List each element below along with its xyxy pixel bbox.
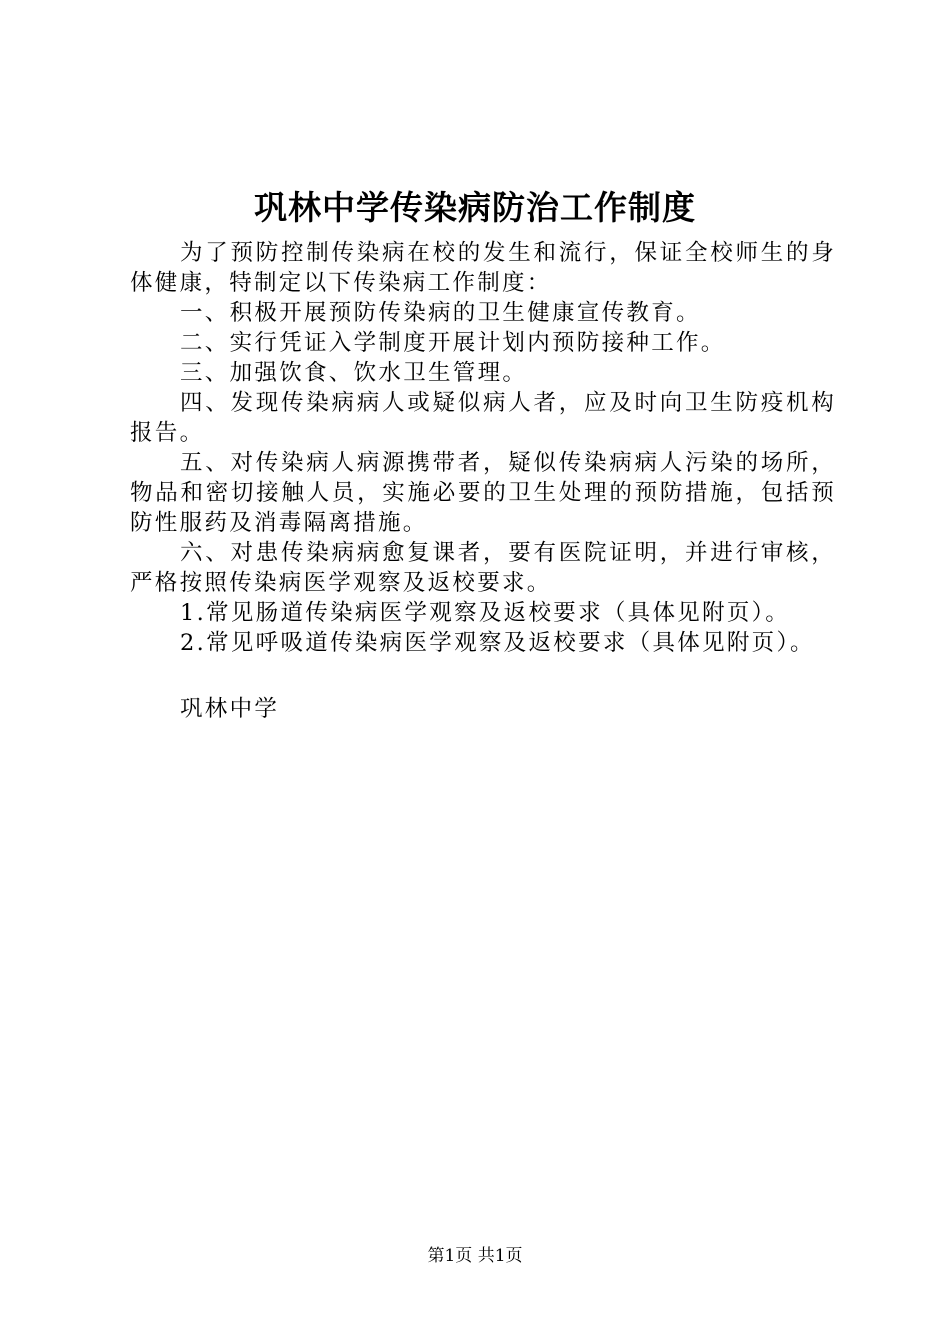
paragraph-item-4: 四、发现传染病病人或疑似病人者，应及时向卫生防疫机构报告。 bbox=[130, 390, 836, 446]
signature: 巩林中学 bbox=[180, 696, 280, 722]
document-title: 巩林中学传染病防治工作制度 bbox=[254, 188, 696, 227]
paragraph-item-1: 一、积极开展预防传染病的卫生健康宣传教育。 bbox=[180, 300, 701, 326]
paragraph-item-2: 二、实行凭证入学制度开展计划内预防接种工作。 bbox=[180, 330, 726, 356]
paragraph-item-3: 三、加强饮食、饮水卫生管理。 bbox=[180, 360, 528, 386]
paragraph-item-6: 六、对患传染病病愈复课者，要有医院证明，并进行审核，严格按照传染病医学观察及返校要求。 bbox=[130, 540, 836, 596]
paragraph-intro: 为了预防控制传染病在校的发生和流行，保证全校师生的身体健康，特制定以下传染病工作制度： bbox=[130, 240, 836, 296]
document-body bbox=[130, 238, 836, 658]
paragraph-item-5: 五、对传染病人病源携带者，疑似传染病病人污染的场所，物品和密切接触人员，实施必要的卫生处理的预防措施，包括预防性服药及消毒隔离措施。 bbox=[130, 450, 836, 536]
paragraph-subitem-2: 2.常见呼吸道传染病医学观察及返校要求（具体见附页）。 bbox=[180, 630, 815, 656]
paragraph-subitem-1: 1.常见肠道传染病医学观察及返校要求（具体见附页）。 bbox=[180, 600, 791, 626]
page-footer: 第1页 共1页 bbox=[427, 1246, 523, 1266]
